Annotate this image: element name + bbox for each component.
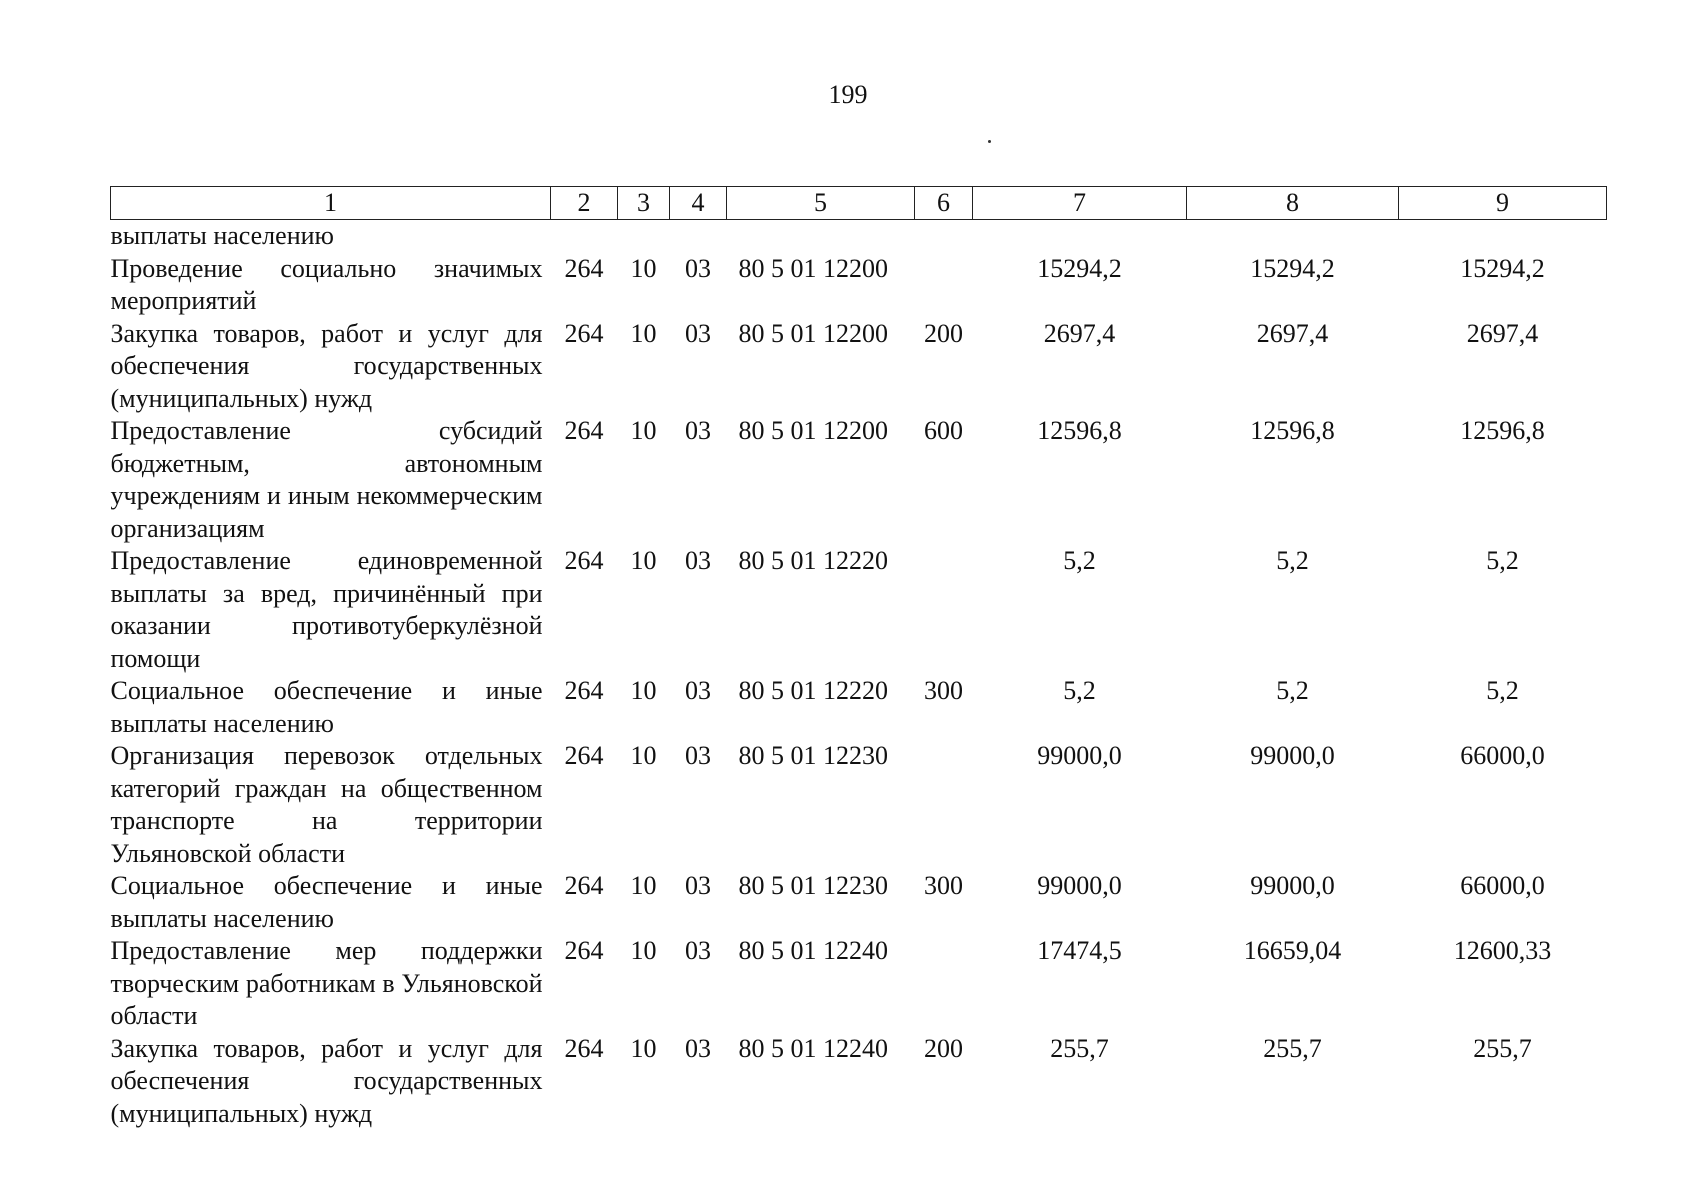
cell-col-3: 10: [630, 936, 657, 965]
row-name: Организация перевозок отдельных категорий граждан на общественном транспорте на территории Ульяновской области: [110, 741, 543, 868]
cell-col-9-amount: 66000,0: [1460, 871, 1545, 900]
cell-col-2: 264: [564, 936, 604, 965]
column-header: 7: [973, 187, 1187, 220]
cell-col-4: 03: [685, 546, 711, 575]
cell-col-4: 03: [685, 936, 711, 965]
table-body: [111, 220, 1607, 1131]
cell-col-6: 200: [924, 318, 963, 348]
cell-col-4: 03: [685, 871, 711, 900]
cell-col-9-amount: 2697,4: [1466, 318, 1539, 348]
cell-col-4: 03: [685, 676, 711, 705]
cell-col-8-amount: 16659,04: [1243, 936, 1342, 965]
cell-col-3: 10: [630, 1033, 657, 1063]
cell-col-5-code: 80 5 01 12240: [738, 936, 888, 965]
cell-col-9-amount: 12596,8: [1460, 416, 1545, 445]
column-header: 2: [551, 187, 618, 220]
column-header: 3: [618, 187, 670, 220]
table-row: [111, 253, 1607, 318]
table-row: [111, 1033, 1607, 1131]
cell-col-8-amount: 99000,0: [1250, 871, 1335, 900]
cell-col-4: 03: [685, 253, 711, 283]
column-header: 8: [1187, 187, 1399, 220]
table-row: [111, 545, 1607, 675]
cell-col-6: [915, 740, 973, 870]
cell-col-3: 10: [630, 318, 657, 348]
row-name: Закупка товаров, работ и услуг для обеспечения государственных (муниципальных) нужд: [110, 318, 543, 413]
table-header: [111, 187, 1607, 220]
cell-col-9-amount: 15294,2: [1460, 253, 1545, 283]
cell-col-7-amount: 2697,4: [1043, 318, 1116, 348]
cell-col-8-amount: 5,2: [1276, 546, 1309, 575]
row-name: Проведение социально значимых мероприятий: [110, 253, 543, 315]
column-header: 6: [915, 187, 973, 220]
cell-col-5-code: 80 5 01 12220: [738, 676, 888, 705]
table-row: [111, 675, 1607, 740]
table-row: [111, 415, 1607, 545]
cell-col-2: 264: [564, 318, 604, 348]
header-row: [111, 187, 1607, 220]
cell-col-8-amount: 15294,2: [1250, 253, 1335, 283]
row-name: Закупка товаров, работ и услуг для обеспечения государственных (муниципальных) нужд: [110, 1033, 543, 1128]
cell-col-8-amount: 5,2: [1276, 676, 1309, 705]
budget-table: [110, 186, 1607, 1130]
cell-col-3: 10: [630, 416, 657, 445]
cell-col-8-amount: 255,7: [1263, 1033, 1322, 1063]
table-row: [111, 870, 1607, 935]
row-name: Предоставление мер поддержки творческим работникам в Ульяновской области: [110, 936, 543, 1030]
cell-col-5-code: 80 5 01 12200: [738, 318, 888, 348]
cell-col-2: 264: [564, 253, 604, 283]
cell-col-5-code: 80 5 01 12200: [738, 253, 888, 283]
cell-col-5-code: 80 5 01 12220: [738, 546, 888, 575]
cell-col-6: [915, 545, 973, 675]
cell-col-4: 03: [685, 741, 711, 770]
row-name: Предоставление субсидий бюджетным, автономным учреждениям и иным некоммерческим организациям: [110, 416, 543, 543]
cell-col-5-code: 80 5 01 12230: [738, 871, 888, 900]
column-header: 9: [1399, 187, 1607, 220]
row-name: выплаты населению: [110, 221, 334, 250]
cell-col-2: 264: [564, 676, 604, 705]
cell-col-6: 300: [924, 676, 963, 705]
cell-col-4: 03: [685, 416, 711, 445]
cell-col-9-amount: 12600,33: [1453, 936, 1552, 965]
cell-col-6: 300: [924, 871, 963, 900]
cell-col-9-amount: 66000,0: [1460, 741, 1545, 770]
cell-col-9-amount: 5,2: [1486, 546, 1519, 575]
cell-col-7-amount: 15294,2: [1037, 253, 1122, 283]
cell-col-4: 03: [685, 1033, 711, 1063]
cell-col-5-code: 80 5 01 12230: [738, 741, 888, 770]
cell-col-3: 10: [630, 253, 657, 283]
cell-col-3: 10: [630, 546, 657, 575]
cell-col-4: 03: [685, 318, 711, 348]
cell-col-7-amount: 5,2: [1063, 676, 1096, 705]
cell-col-6: [915, 935, 973, 1033]
column-header: 1: [111, 187, 551, 220]
cell-col-8-amount: 12596,8: [1250, 416, 1335, 445]
cell-col-6: 600: [924, 416, 963, 445]
cell-col-2: 264: [564, 1033, 604, 1063]
row-name: Предоставление единовременной выплаты за вред, причинённый при оказании противотуберкулёзной помощи: [110, 546, 543, 673]
cell-col-7-amount: 5,2: [1063, 546, 1096, 575]
cell-col-5-code: 80 5 01 12200: [738, 416, 888, 445]
cell-col-8-amount: 99000,0: [1250, 741, 1335, 770]
cell-col-5-code: 80 5 01 12240: [738, 1033, 888, 1063]
row-name: Социальное обеспечение и иные выплаты населению: [110, 871, 543, 933]
cell-col-7-amount: 12596,8: [1037, 416, 1122, 445]
cell-col-2: 264: [564, 416, 604, 445]
continuation-row: [111, 220, 1607, 253]
cell-col-2: 264: [564, 871, 604, 900]
cell-col-6: [915, 253, 973, 318]
row-name: Социальное обеспечение и иные выплаты населению: [110, 676, 543, 738]
table-row: [111, 935, 1607, 1033]
cell-col-3: 10: [630, 741, 657, 770]
cell-col-3: 10: [630, 871, 657, 900]
cell-col-3: 10: [630, 676, 657, 705]
cell-col-6: 200: [924, 1033, 963, 1063]
scan-speck: [988, 140, 991, 143]
page-number: 199: [828, 80, 868, 109]
cell-col-9-amount: 5,2: [1486, 676, 1519, 705]
cell-col-9-amount: 255,7: [1473, 1033, 1532, 1063]
cell-col-7-amount: 255,7: [1050, 1033, 1109, 1063]
column-header: 5: [727, 187, 915, 220]
column-header: 4: [670, 187, 727, 220]
cell-col-7-amount: 17474,5: [1037, 936, 1122, 965]
cell-col-7-amount: 99000,0: [1037, 741, 1122, 770]
cell-col-7-amount: 99000,0: [1037, 871, 1122, 900]
table-row: [111, 318, 1607, 416]
table-row: [111, 740, 1607, 870]
cell-col-2: 264: [564, 546, 604, 575]
cell-col-2: 264: [564, 741, 604, 770]
cell-col-8-amount: 2697,4: [1256, 318, 1329, 348]
